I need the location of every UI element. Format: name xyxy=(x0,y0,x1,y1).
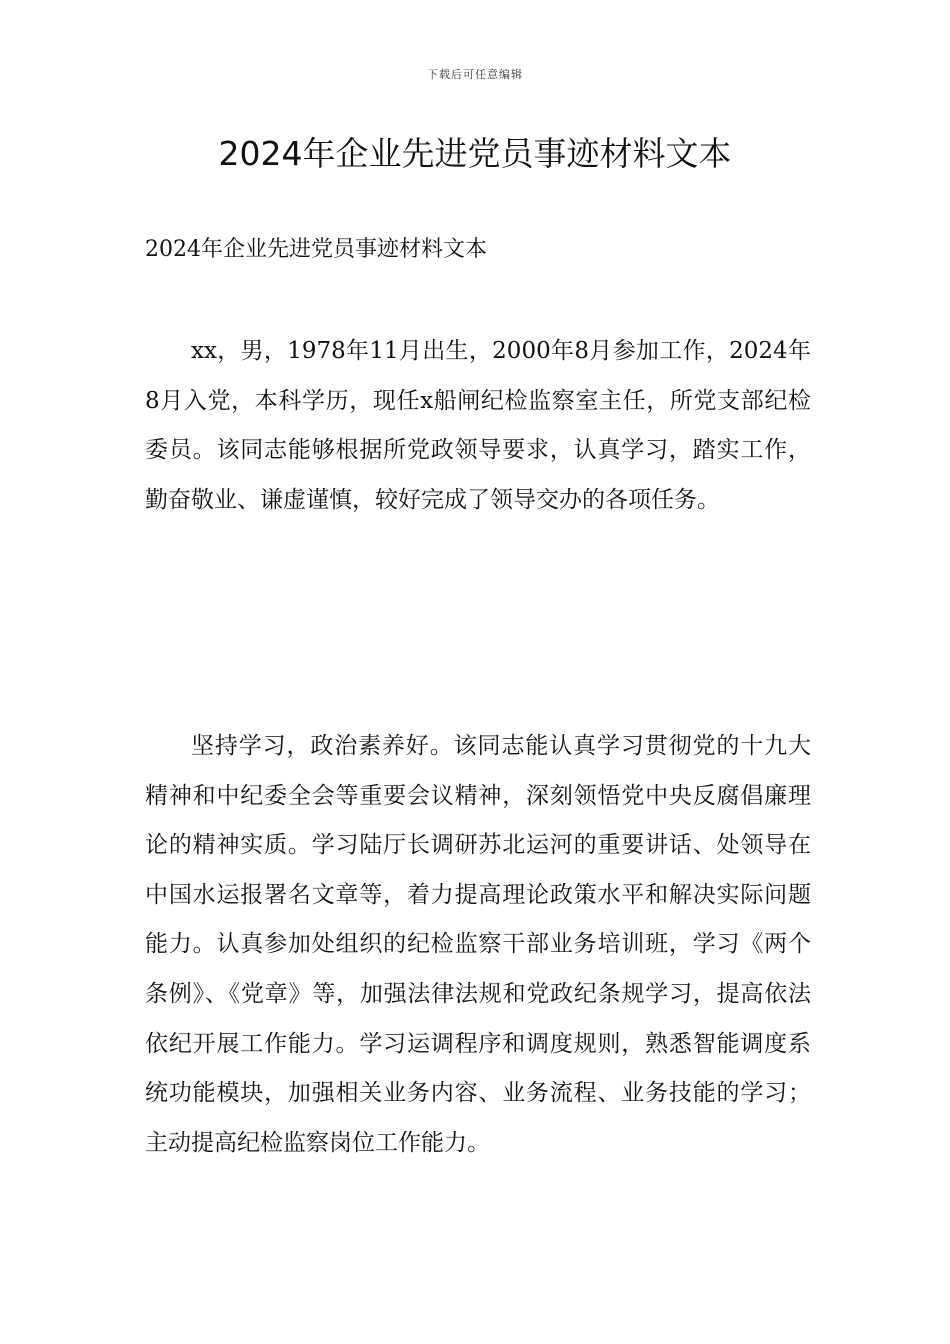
document-subtitle: 2024年企业先进党员事迹材料文本 xyxy=(145,237,487,262)
document-title: 2024年企业先进党员事迹材料文本 xyxy=(218,134,732,173)
body-paragraph-2: 坚持学习，政治素养好。该同志能认真学习贯彻党的十九大精神和中纪委全会等重要会议精神，深刻领悟党中央反腐倡廉理论的精神实质。学习陆厅长调研苏北运河的重要讲话、处领导在中国水运报署名文章等，着力提高理论政策水平和解决实际问题能力。认真参加处组织的纪检监察干部业务培训班，学习《两个条例》、《党章》等，加强法律法规和党政纪条规学习，提高依法依纪开展工作能力。学习运调程序和调度规则，熟悉智能调度系统功能模块，加强相关业务内容、业务流程、业务技能的学习；主动提高纪检监察岗位工作能力。 xyxy=(145,733,811,1156)
header-note: 下载后可任意编辑 xyxy=(427,68,523,81)
body-paragraph-1: xx，男，1978年11月出生，2000年8月参加工作，2024年8月入党，本科学历，现任x船闸纪检监察室主任，所党支部纪检委员。该同志能够根据所党政领导要求，认真学习，踏实工作，勤奋敬业、谦虚谨慎，较好完成了领导交办的各项任务。 xyxy=(145,338,811,513)
